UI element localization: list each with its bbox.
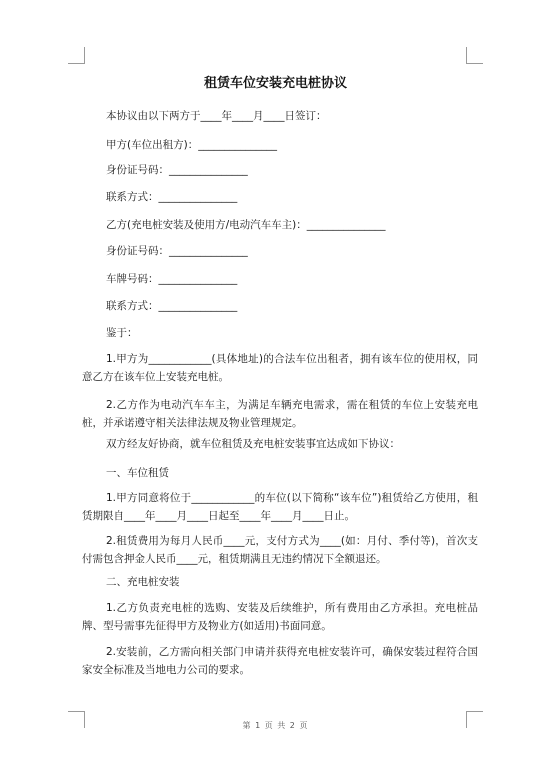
whereas-item-2: 2.乙方作为电动汽车车主，为满足车辆充电需求，需在租赁的车位上安装充电桩，并承诺遵守相关法律法规及物业管理规定。 xyxy=(82,399,478,429)
party-b-contact-line: 联系方式：_______________ xyxy=(106,300,238,312)
party-b-plate-line: 车牌号码：_______________ xyxy=(106,273,238,285)
party-a-id-line: 身份证号码：_______________ xyxy=(106,164,248,176)
section-1-heading: 一、车位租赁 xyxy=(106,467,169,479)
page-corner-mark-top-right xyxy=(466,47,483,64)
section-2-item-1: 1.乙方负责充电桩的选购、安装及后续维护，所有费用由乙方承担。充电桩品牌、型号需事先征得甲方及物业方(如适用)书面同意。 xyxy=(82,602,478,632)
agreement-intro: 双方经友好协商，就车位租赁及充电桩安装事宜达成如下协议： xyxy=(106,438,400,450)
whereas-heading: 鉴于： xyxy=(106,327,138,339)
party-a-contact-line: 联系方式：_______________ xyxy=(106,191,238,203)
party-b-id-line: 身份证号码：_______________ xyxy=(106,245,248,257)
section-1-item-1: 1.甲方同意将位于____________的车位(以下简称“该车位”)租赁给乙方使用，租赁期限自____年____月____日起至____年____月____日止。 xyxy=(82,492,478,522)
section-1-item-2: 2.租赁费用为每月人民币____元，支付方式为____(如：月付、季付等)，首次支付需包含押金人民币____元，租赁期满且无违约情况下全额退还。 xyxy=(82,535,478,565)
page-number-footer: 第 1 页 共 2 页 xyxy=(242,721,309,730)
section-2-heading: 二、充电桩安装 xyxy=(106,576,180,588)
party-b-line: 乙方(充电桩安装及使用方/电动汽车车主)：_______________ xyxy=(106,219,386,231)
whereas-item-1: 1.甲方为____________(具体地址)的合法车位出租者，拥有该车位的使用权，同意乙方在该车位上安装充电桩。 xyxy=(82,353,478,383)
intro-line: 本协议由以下两方于____年____月____日签订： xyxy=(106,110,327,122)
document-title: 租赁车位安装充电桩协议 xyxy=(203,76,347,91)
page-corner-mark-top-left xyxy=(68,47,85,64)
party-a-line: 甲方(车位出租方)：_______________ xyxy=(106,139,277,151)
section-2-item-2: 2.安装前，乙方需向相关部门申请并获得充电桩安装许可，确保安装过程符合国家安全标准及当地电力公司的要求。 xyxy=(82,646,478,676)
